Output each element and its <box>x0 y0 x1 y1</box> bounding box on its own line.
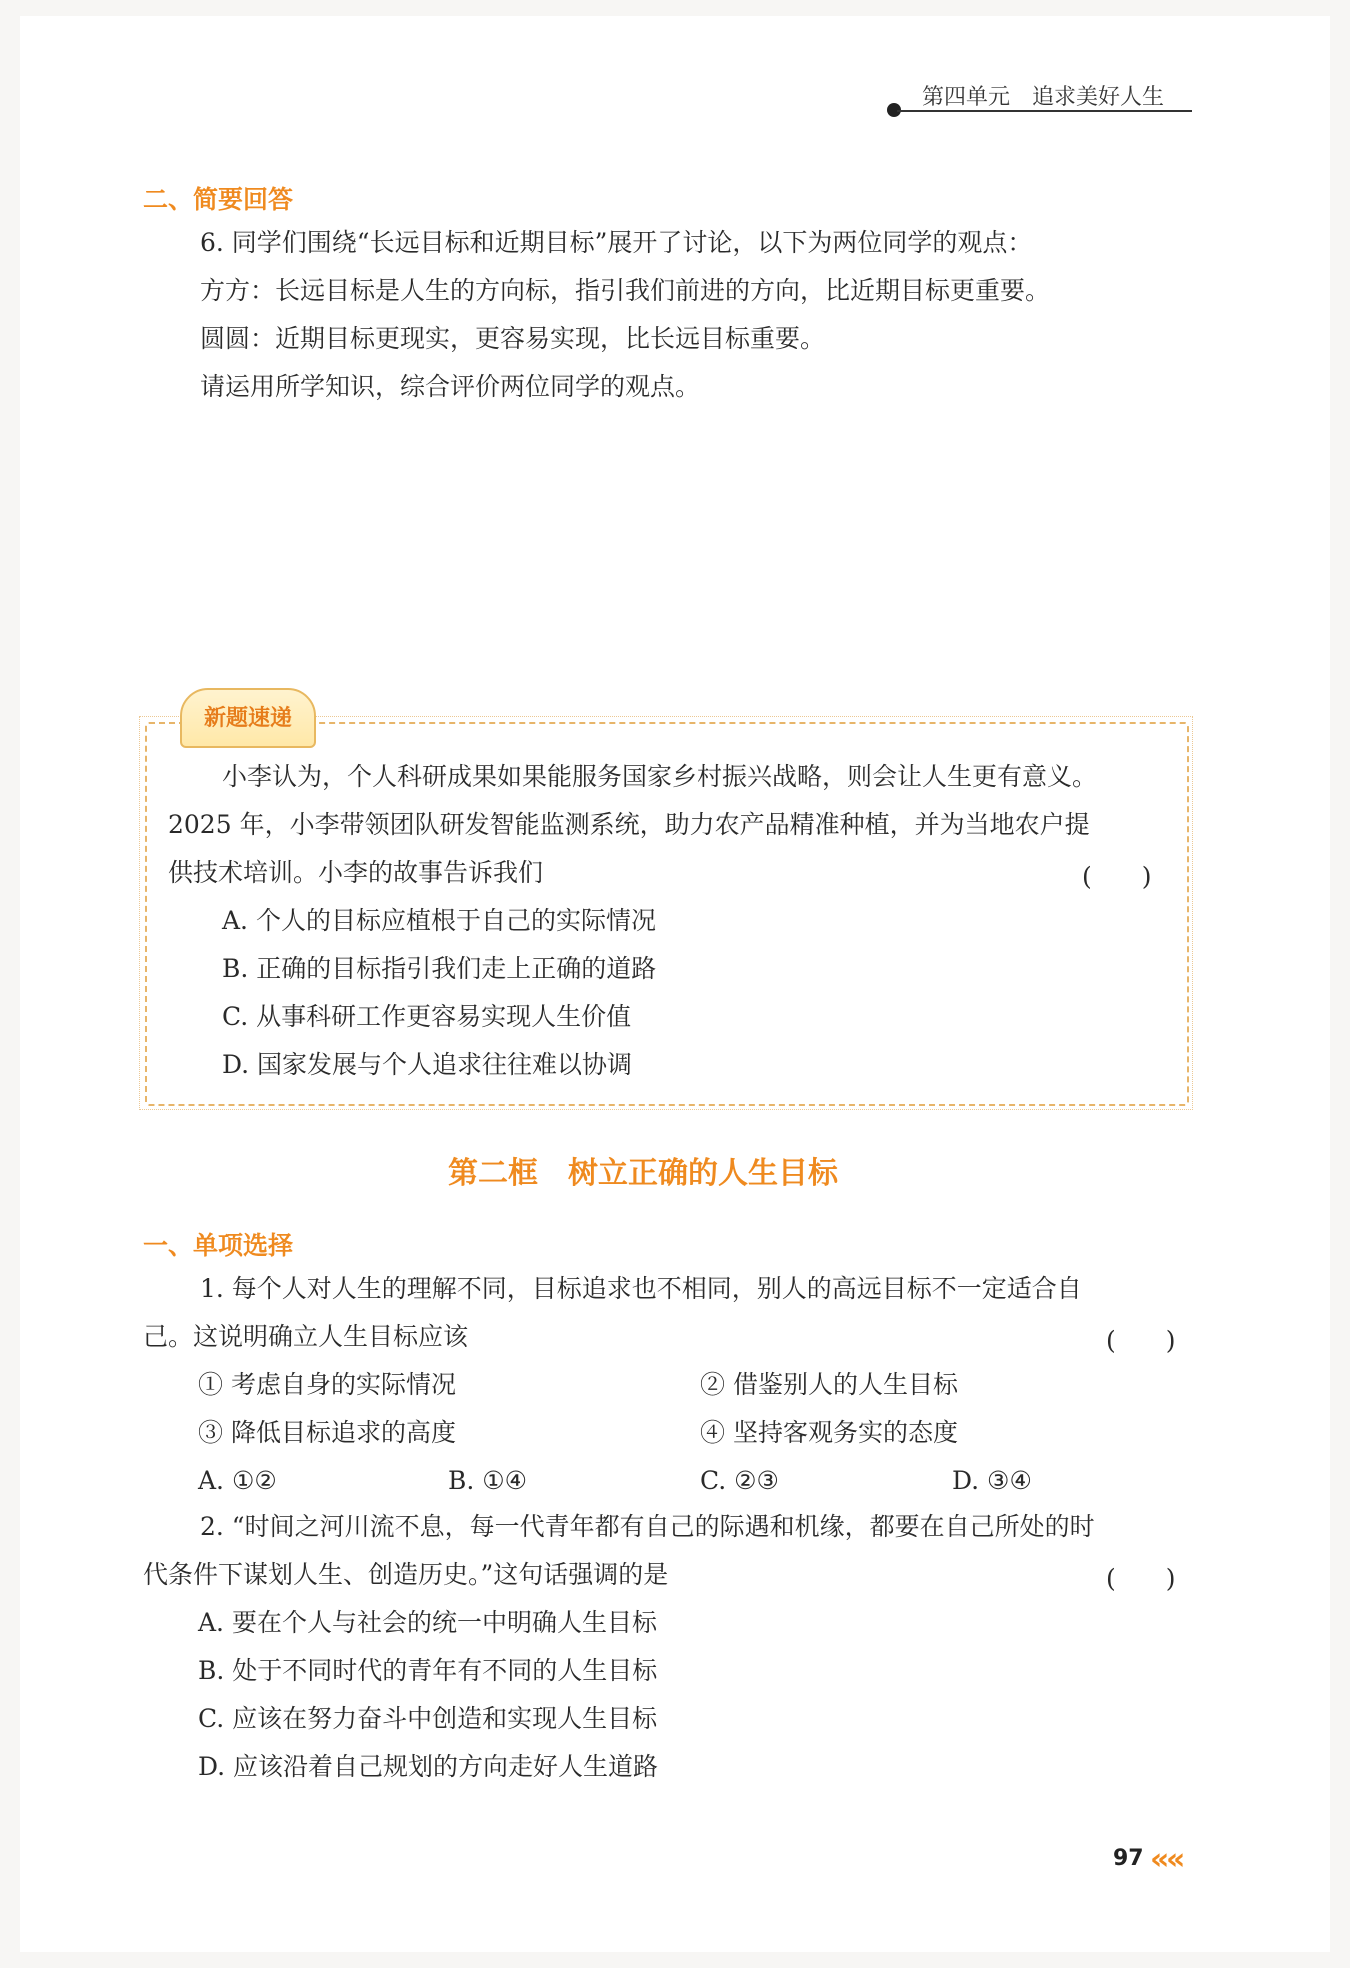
page-number: 97 <box>1113 1846 1144 1871</box>
section-title-brief: 二、简要回答 <box>143 185 294 214</box>
q1-statement-2: ② 借鉴别人的人生目标 <box>700 1370 958 1399</box>
q6-line3: 圆圆：近期目标更现实，更容易实现，比长远目标重要。 <box>200 324 826 353</box>
q1-option-b: B. ①④ <box>448 1466 528 1495</box>
q1-statement-4: ④ 坚持客观务实的态度 <box>700 1418 958 1447</box>
new-question-badge <box>180 688 316 748</box>
q6-line1: 6. 同学们围绕“长远目标和近期目标”展开了讨论，以下为两位同学的观点： <box>200 228 1033 257</box>
header-rule <box>897 110 1192 112</box>
q2-option-d: D. 应该沿着自己规划的方向走好人生道路 <box>198 1752 659 1781</box>
q1-option-d: D. ③④ <box>952 1466 1032 1495</box>
q2-option-a: A. 要在个人与社会的统一中明确人生目标 <box>198 1608 657 1637</box>
double-chevron-left-icon: « <box>1150 1842 1170 1877</box>
q2-option-c: C. 应该在努力奋斗中创造和实现人生目标 <box>198 1704 658 1733</box>
nq-answer-paren: ( ) <box>1082 862 1152 891</box>
q1-statement-1: ① 考虑自身的实际情况 <box>198 1370 456 1399</box>
badge-label: 新题速递 <box>203 706 292 731</box>
unit-title: 第四单元 追求美好人生 <box>922 85 1165 110</box>
lesson-title: 第二框 树立正确的人生目标 <box>448 1156 838 1191</box>
q1-option-c: C. ②③ <box>700 1466 779 1495</box>
nq-option-c: C. 从事科研工作更容易实现人生价值 <box>222 1002 632 1031</box>
q1-line1: 1. 每个人对人生的理解不同，目标追求也不相同，别人的高远目标不一定适合自 <box>200 1274 1082 1303</box>
q6-line2: 方方：长远目标是人生的方向标，指引我们前进的方向，比近期目标更重要。 <box>200 276 1051 305</box>
q2-line2: 代条件下谋划人生、创造历史。”这句话强调的是 <box>143 1560 669 1589</box>
nq-line3: 供技术培训。小李的故事告诉我们 <box>168 858 544 887</box>
double-chevron-left-icon-2: « <box>1166 1842 1186 1877</box>
q2-option-b: B. 处于不同时代的青年有不同的人生目标 <box>198 1656 658 1685</box>
q1-line2: 己。这说明确立人生目标应该 <box>143 1322 469 1351</box>
nq-option-b: B. 正确的目标指引我们走上正确的道路 <box>222 954 657 983</box>
q1-option-a: A. ①② <box>198 1466 277 1495</box>
q2-answer-paren: ( ) <box>1106 1564 1176 1593</box>
nq-line2: 2025 年，小李带领团队研发智能监测系统，助力农产品精准种植，并为当地农户提 <box>168 810 1090 839</box>
section-title-choice: 一、单项选择 <box>143 1231 294 1260</box>
q2-line1: 2. “时间之河川流不息，每一代青年都有自己的际遇和机缘，都要在自己所处的时 <box>200 1512 1095 1541</box>
q1-answer-paren: ( ) <box>1106 1326 1176 1355</box>
q1-statement-3: ③ 降低目标追求的高度 <box>198 1418 456 1447</box>
nq-option-a: A. 个人的目标应植根于自己的实际情况 <box>222 906 656 935</box>
nq-line1: 小李认为，个人科研成果如果能服务国家乡村振兴战略，则会让人生更有意义。 <box>222 762 1098 791</box>
nq-option-d: D. 国家发展与个人追求往往难以协调 <box>222 1050 633 1079</box>
q6-line4: 请运用所学知识，综合评价两位同学的观点。 <box>200 372 701 401</box>
